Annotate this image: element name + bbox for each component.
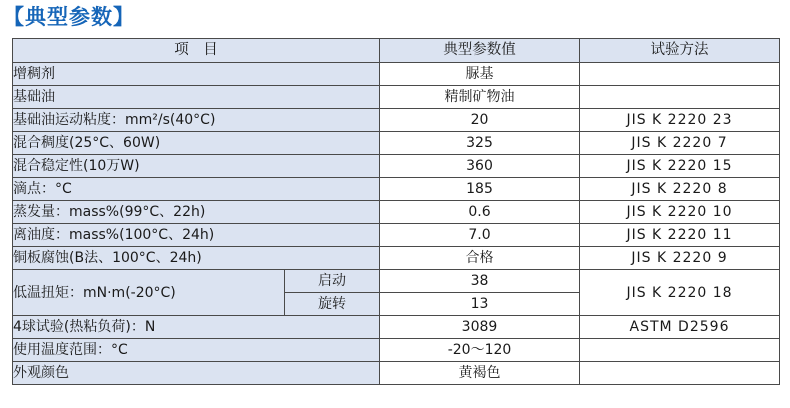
row-value: 精制矿物油 xyxy=(380,86,580,109)
row-method xyxy=(580,362,780,385)
row-value: 185 xyxy=(380,178,580,201)
torque-item: 低温扭矩：mN·m(-20°C) xyxy=(13,270,285,316)
table-row xyxy=(13,86,780,109)
table-row xyxy=(13,109,780,132)
header-item: 项 目 xyxy=(13,39,380,63)
row-item: 增稠剂 xyxy=(13,63,380,86)
row-value: 20 xyxy=(380,109,580,132)
torque-start-value: 38 xyxy=(380,270,580,293)
row-item: 混合稠度(25°C、60W) xyxy=(13,132,380,155)
row-value: 合格 xyxy=(380,247,580,270)
header-value: 典型参数值 xyxy=(380,39,580,63)
row-item: 蒸发量：mass%(99°C、22h) xyxy=(13,201,380,224)
row-method: JIS K 2220 9 xyxy=(580,247,780,270)
header-method: 试验方法 xyxy=(580,39,780,63)
row-value: -20～120 xyxy=(380,339,580,362)
torque-method: JIS K 2220 18 xyxy=(580,270,780,316)
torque-rotate-value: 13 xyxy=(380,293,580,316)
row-item: 基础油 xyxy=(13,86,380,109)
table-row xyxy=(13,224,780,247)
row-value: 325 xyxy=(380,132,580,155)
table-row xyxy=(13,362,780,385)
row-method: JIS K 2220 15 xyxy=(580,155,780,178)
row-method: JIS K 2220 10 xyxy=(580,201,780,224)
table-row xyxy=(13,178,780,201)
row-value: 脲基 xyxy=(380,63,580,86)
row-item: 基础油运动粘度：mm²/s(40°C) xyxy=(13,109,380,132)
row-value: 0.6 xyxy=(380,201,580,224)
row-item: 离油度：mass%(100°C、24h) xyxy=(13,224,380,247)
table-row xyxy=(13,247,780,270)
torque-start-label: 启动 xyxy=(285,270,380,293)
row-item: 混合稳定性(10万W) xyxy=(13,155,380,178)
table-row xyxy=(13,132,780,155)
row-method: JIS K 2220 7 xyxy=(580,132,780,155)
section-title: 【典型参数】 xyxy=(3,5,135,29)
row-item: 使用温度范围：°C xyxy=(13,339,380,362)
row-method: ASTM D2596 xyxy=(580,316,780,339)
row-item: 4球试验(热粘负荷)：N xyxy=(13,316,380,339)
torque-rotate-label: 旋转 xyxy=(285,293,380,316)
row-method: JIS K 2220 8 xyxy=(580,178,780,201)
row-method: JIS K 2220 23 xyxy=(580,109,780,132)
table-row xyxy=(13,316,780,339)
row-value: 360 xyxy=(380,155,580,178)
row-value: 7.0 xyxy=(380,224,580,247)
row-item: 滴点：°C xyxy=(13,178,380,201)
table-row xyxy=(13,201,780,224)
row-value: 黄褐色 xyxy=(380,362,580,385)
table-header-row xyxy=(13,39,780,63)
row-item: 铜板腐蚀(B法、100°C、24h) xyxy=(13,247,380,270)
row-method xyxy=(580,63,780,86)
parameter-table xyxy=(12,38,780,385)
table-row xyxy=(13,155,780,178)
table-row xyxy=(13,339,780,362)
table-row-torque-start xyxy=(13,270,780,293)
row-method: JIS K 2220 11 xyxy=(580,224,780,247)
row-method xyxy=(580,339,780,362)
row-value: 3089 xyxy=(380,316,580,339)
row-item: 外观颜色 xyxy=(13,362,380,385)
row-method xyxy=(580,86,780,109)
table-row xyxy=(13,63,780,86)
